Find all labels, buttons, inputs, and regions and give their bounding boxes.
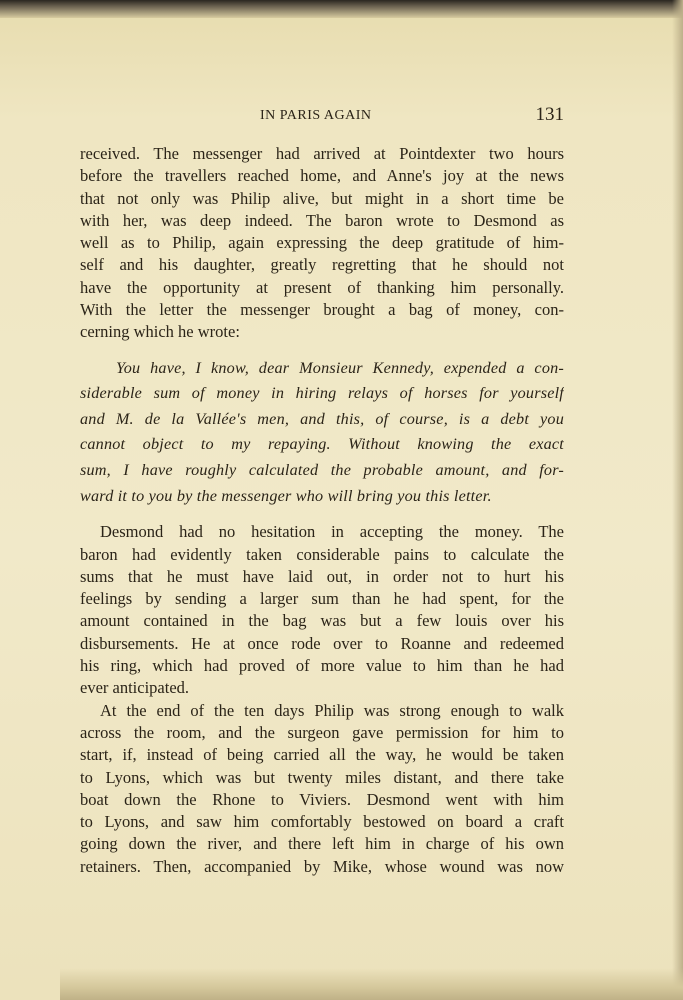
running-head: IN PARIS AGAIN — [260, 108, 372, 123]
text-line: ward it to you by the messenger who will bring you this letter. — [80, 486, 492, 505]
text-line: ever anticipated. — [80, 678, 190, 698]
text-line: and M. de la Vallée's men, and this, of course, is a debt you — [80, 409, 564, 428]
text-line: sum, I have roughly calculated the probable amount, and for- — [80, 461, 564, 480]
page-top-shadow — [0, 0, 683, 18]
text-line: amount contained in the bag was but a few louis over his — [80, 611, 564, 631]
text-line: have the opportunity at present of thanking him personally. — [80, 277, 564, 297]
page-number: 131 — [535, 104, 564, 125]
text-line: with her, was deep indeed. The baron wrote to Desmond as — [80, 210, 564, 230]
text-line: With the letter the messenger brought a bag of money, con- — [80, 300, 564, 320]
text-line: well as to Philip, again expressing the deep gratitude of him- — [80, 233, 564, 253]
page-bottom-shadow — [60, 968, 683, 1000]
text-line: At the end of the ten days Philip was strong enough to walk — [100, 700, 564, 720]
paragraph-1 — [80, 143, 564, 344]
text-line: feelings by sending a larger sum than he had spent, for the — [80, 589, 564, 609]
text-line: cerning which he wrote: — [80, 322, 240, 342]
text-line: sums that he must have laid out, in order not to hurt his — [80, 566, 564, 586]
page-right-shadow — [672, 0, 683, 1000]
text-line: start, if, instead of being carried all the way, he would be taken — [80, 745, 564, 765]
text-line: baron had evidently taken considerable pains to calculate the — [80, 544, 564, 564]
quoted-letter — [80, 356, 564, 510]
text-line: to Lyons, and saw him comfortably bestowed on board a craft — [80, 812, 564, 832]
text-line: that not only was Philip alive, but might in a short time be — [80, 188, 564, 208]
text-line: before the travellers reached home, and Anne's joy at the news — [80, 166, 564, 186]
text-line: going down the river, and there left him in charge of his own — [80, 834, 564, 854]
text-line: to Lyons, which was but twenty miles distant, and there take — [80, 767, 564, 787]
text-line: cannot object to my repaying. Without knowing the exact — [80, 435, 564, 454]
text-line: Desmond had no hesitation in accepting the money. The — [100, 522, 564, 542]
text-line: disbursements. He at once rode over to Roanne and redeemed — [80, 633, 564, 653]
text-line: retainers. Then, accompanied by Mike, whose wound was now — [80, 856, 564, 876]
paragraph-4 — [80, 700, 564, 878]
body-text — [80, 143, 564, 878]
text-line: across the room, and the surgeon gave permission for him to — [80, 722, 564, 742]
text-line: You have, I know, dear Monsieur Kennedy, expended a con- — [116, 358, 564, 377]
text-line: boat down the Rhone to Viviers. Desmond went with him — [80, 789, 564, 809]
text-line: siderable sum of money in hiring relays of horses for yourself — [80, 384, 564, 403]
text-line: his ring, which had proved of more value to him than he had — [80, 656, 564, 676]
page-header — [80, 104, 564, 130]
text-line: self and his daughter, greatly regretting that he should not — [80, 255, 564, 275]
paragraph-3 — [80, 521, 564, 699]
text-line: received. The messenger had arrived at Pointdexter two hours — [80, 144, 564, 163]
